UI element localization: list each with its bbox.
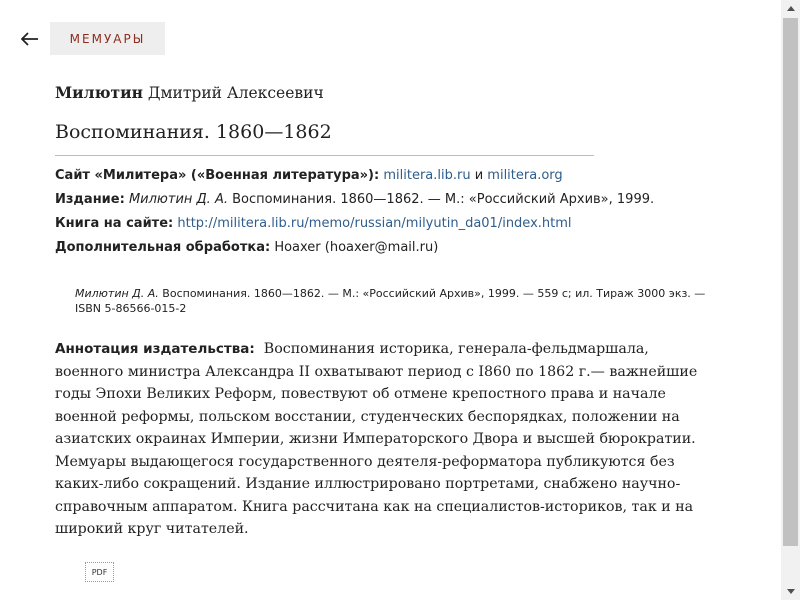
author-last-name: Милютин	[55, 83, 143, 102]
author-first-names: Дмитрий Алексеевич	[142, 84, 324, 102]
citation-author: Милютин Д. А.	[75, 287, 159, 300]
site-and: и	[470, 168, 488, 183]
meta-book-url	[55, 216, 572, 231]
meta-edition	[55, 192, 654, 207]
publisher-annotation	[55, 338, 720, 541]
processing-text: Hoaxer (hoaxer@mail.ru)	[270, 240, 439, 255]
meta-site	[55, 168, 563, 183]
category-tag[interactable]: МЕМУАРЫ	[50, 22, 165, 55]
scroll-down-arrow-icon[interactable]	[781, 583, 800, 600]
site-link-militera-org[interactable]: militera.org	[487, 168, 563, 183]
edition-label: Издание:	[55, 192, 125, 207]
book-url-link[interactable]: http://militera.lib.ru/memo/russian/milyutin_da01/index.html	[177, 216, 572, 231]
arrow-left-icon	[21, 32, 39, 46]
processing-label: Дополнительная обработка:	[55, 240, 271, 255]
annotation-label: Аннотация издательства:	[55, 341, 255, 357]
site-link-militera-lib[interactable]: militera.lib.ru	[383, 168, 471, 183]
scroll-up-arrow-icon[interactable]	[781, 0, 800, 17]
edition-text: Воспоминания. 1860—1862. — М.: «Российский Архив», 1999.	[227, 192, 655, 207]
divider	[55, 155, 594, 156]
site-label: Сайт «Милитера» («Военная литература»):	[55, 168, 380, 183]
citation-title: Воспоминания. 1860—1862.	[162, 287, 325, 300]
pdf-download-button[interactable]: PDF	[85, 562, 114, 582]
back-button[interactable]	[16, 26, 44, 52]
citation-details: — М.: «Российский Архив», 1999. — 559 с; ил. Тираж 3000 экз. — ISBN 5-86566-015-2	[75, 287, 706, 315]
book-title: Воспоминания. 1860—1862	[55, 121, 332, 143]
annotation-text: Воспоминания историка, генерала-фельдмаршала, военного министра Александра II охватывают период с I860 по 1862 г.— важнейшие годы Эпохи Великих Реформ, повествуют об отмене крепостного права и начале военной реформы, польском восстании, студенческих беспорядках, положении на азиатских окраинах Империи, жизни Императорского Двора и высшей бюрократии. Мемуары выдающегося государственного деятеля-реформатора публикуются без каких-либо сокращений. Издание иллюстрировано портретами, снабжено научно-справочным аппаратом. Книга рассчитана как на специалистов-историков, так и на широкий круг читателей.	[55, 341, 698, 537]
vertical-scrollbar[interactable]	[781, 0, 800, 600]
meta-processing	[55, 240, 438, 255]
book-url-label: Книга на сайте:	[55, 216, 174, 231]
bibliographic-citation	[75, 286, 715, 316]
scrollbar-thumb[interactable]	[783, 18, 798, 546]
edition-author: Милютин Д. А.	[128, 192, 228, 207]
author-name	[55, 83, 324, 102]
